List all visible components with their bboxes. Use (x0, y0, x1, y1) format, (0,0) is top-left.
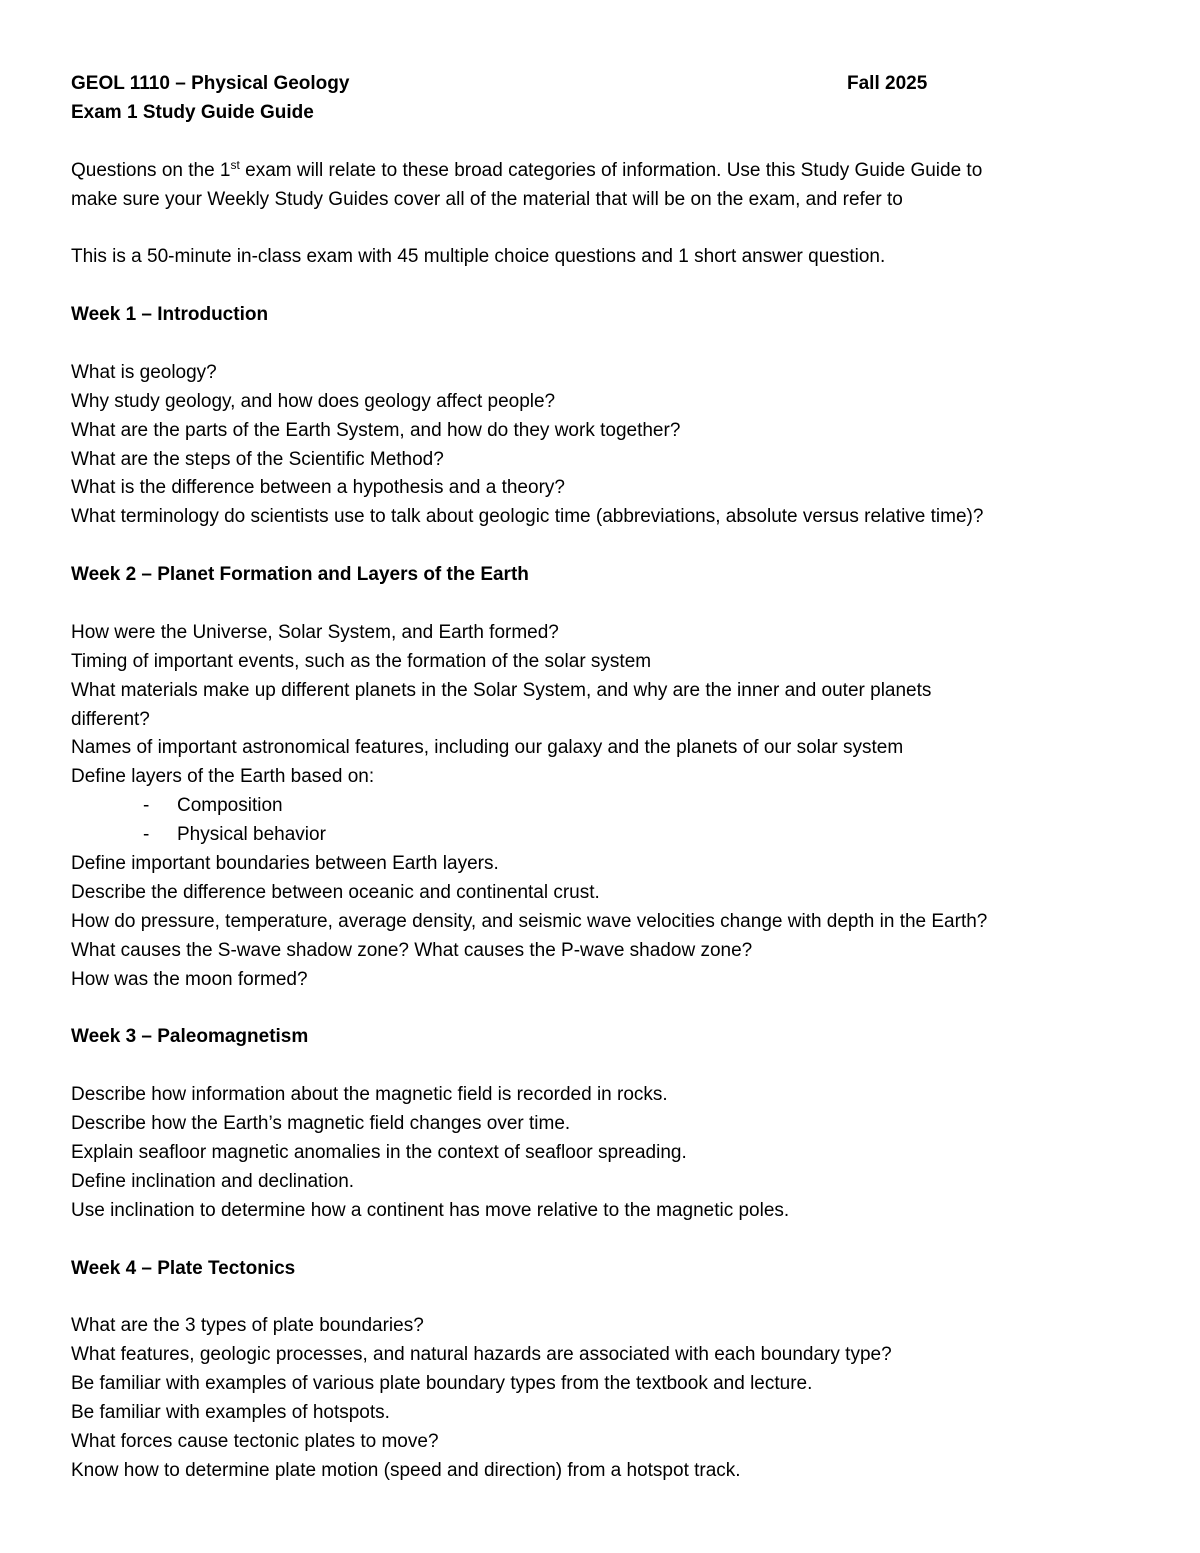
week4-item: What are the 3 types of plate boundaries? (71, 1315, 424, 1337)
week1-item: What are the steps of the Scientific Method? (71, 448, 444, 470)
week3-heading: Week 3 – Paleomagnetism (71, 1026, 309, 1048)
spacer (71, 995, 1131, 1024)
week2-item: Names of important astronomical features, including our galaxy and the planets of our solar system (71, 737, 904, 759)
week1-item: What is geology? (71, 361, 217, 383)
term-label: Fall 2025 (847, 73, 928, 94)
intro-text-before: Questions on the 1 (71, 159, 231, 181)
intro-line-1 (71, 157, 1131, 186)
spacer (71, 214, 1131, 243)
week2-item: How were the Universe, Solar System, and Earth formed? (71, 621, 559, 643)
bullet-text: Physical behavior (177, 824, 326, 846)
week4-item: What features, geologic processes, and natural hazards are associated with each boundary type? (71, 1344, 892, 1366)
week2-item: Define important boundaries between Earth layers. (71, 853, 499, 875)
bullet-text: Composition (177, 795, 283, 817)
week4-item: What forces cause tectonic plates to move? (71, 1430, 439, 1452)
week4-item: Know how to determine plate motion (speed and direction) from a hotspot track. (71, 1459, 741, 1481)
week4-heading: Week 4 – Plate Tectonics (71, 1257, 296, 1279)
bullet-item (71, 821, 1131, 850)
spacer (71, 128, 1131, 157)
week2-item: How was the moon formed? (71, 968, 308, 990)
week3-item: Describe how the Earth’s magnetic field changes over time. (71, 1113, 571, 1135)
document-page (71, 70, 1131, 1486)
week2-item: Describe the difference between oceanic and continental crust. (71, 881, 600, 903)
course-title: GEOL 1110 – Physical Geology (71, 73, 350, 94)
week3-item: Describe how information about the magnetic field is recorded in rocks. (71, 1084, 668, 1106)
week1-heading: Week 1 – Introduction (71, 304, 269, 326)
bullet-dash: - (143, 795, 150, 817)
week1-item: What is the difference between a hypothesis and a theory? (71, 477, 565, 499)
exam-format: This is a 50-minute in-class exam with 45 multiple choice questions and 1 short answer question. (71, 246, 886, 268)
week2-heading: Week 2 – Planet Formation and Layers of the Earth (71, 564, 529, 586)
week3-item: Explain seafloor magnetic anomalies in the context of seafloor spreading. (71, 1141, 687, 1163)
week2-item: different? (71, 708, 150, 730)
week1-item: What terminology do scientists use to talk about geologic time (abbreviations, absolute versus relative time)? (71, 506, 984, 528)
week3-item: Define inclination and declination. (71, 1170, 355, 1192)
week2-item: What causes the S-wave shadow zone? What causes the P-wave shadow zone? (71, 939, 753, 961)
week1-item: What are the parts of the Earth System, and how do they work together? (71, 419, 681, 441)
week2-item: How do pressure, temperature, average density, and seismic wave velocities change with depth in the Earth? (71, 910, 988, 932)
document-header (71, 70, 1131, 99)
intro-superscript: st (230, 157, 240, 172)
spacer (71, 590, 1131, 619)
week2-item: Timing of important events, such as the formation of the solar system (71, 650, 652, 672)
spacer (71, 1226, 1131, 1255)
week2-item: What materials make up different planets in the Solar System, and why are the inner and outer planets (71, 679, 932, 701)
bullet-dash: - (143, 824, 150, 846)
document-subtitle: Exam 1 Study Guide Guide (71, 101, 314, 123)
week4-item: Be familiar with examples of various plate boundary types from the textbook and lecture. (71, 1373, 813, 1395)
spacer (71, 1052, 1131, 1081)
intro-text-after: exam will relate to these broad categories of information. Use this Study Guide Guide to (239, 159, 983, 181)
week1-item: Why study geology, and how does geology affect people? (71, 390, 556, 412)
spacer (71, 532, 1131, 561)
spacer (71, 330, 1131, 359)
intro-line-2: make sure your Weekly Study Guides cover all of the material that will be on the exam, and refer to (71, 188, 903, 210)
week4-item: Be familiar with examples of hotspots. (71, 1401, 390, 1423)
week2-item: Define layers of the Earth based on: (71, 766, 375, 788)
week3-item: Use inclination to determine how a continent has move relative to the magnetic poles. (71, 1199, 790, 1221)
spacer (71, 272, 1131, 301)
spacer (71, 1283, 1131, 1312)
bullet-item (71, 792, 1131, 821)
